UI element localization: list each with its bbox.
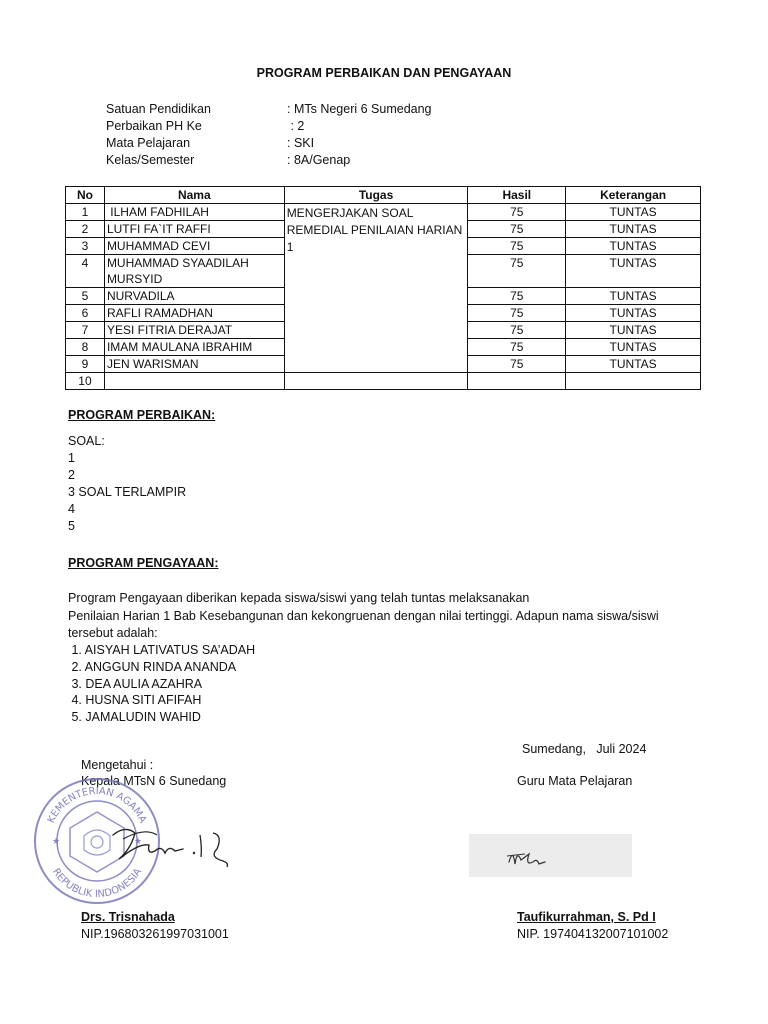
left-signatory-nip: NIP.196803261997031001 bbox=[81, 927, 229, 941]
info-value: : MTs Negeri 6 Sumedang bbox=[287, 102, 432, 116]
cell-no: 7 bbox=[66, 322, 105, 339]
right-signature-image bbox=[469, 834, 632, 877]
pengayaan-heading: PROGRAM PENGAYAAN: bbox=[68, 556, 219, 570]
student-table bbox=[65, 186, 701, 390]
cell-keterangan: TUNTAS bbox=[566, 288, 701, 305]
pengayaan-student: 5. JAMALUDIN WAHID bbox=[68, 710, 201, 724]
table-header-row bbox=[66, 187, 701, 204]
cell-keterangan bbox=[566, 373, 701, 390]
soal-item: 5 bbox=[68, 519, 75, 533]
cell-nama: MUHAMMAD CEVI bbox=[104, 238, 284, 255]
cell-no: 2 bbox=[66, 221, 105, 238]
header-nama: Nama bbox=[104, 187, 284, 204]
header-tugas: Tugas bbox=[284, 187, 468, 204]
cell-hasil: 75 bbox=[468, 221, 566, 238]
soal-item: 1 bbox=[68, 451, 75, 465]
cell-keterangan: TUNTAS bbox=[566, 238, 701, 255]
cell-nama: LUTFI FA`IT RAFFI bbox=[104, 221, 284, 238]
cell-hasil: 75 bbox=[468, 322, 566, 339]
info-label: Kelas/Semester bbox=[106, 153, 195, 167]
cell-keterangan: TUNTAS bbox=[566, 221, 701, 238]
cell-nama: ILHAM FADHILAH bbox=[104, 204, 284, 221]
info-label: Satuan Pendidikan bbox=[106, 102, 211, 116]
left-signature bbox=[105, 815, 240, 875]
cell-hasil: 75 bbox=[468, 305, 566, 322]
cell-no: 3 bbox=[66, 238, 105, 255]
soal-item: 4 bbox=[68, 502, 75, 516]
soal-item: 3 SOAL TERLAMPIR bbox=[68, 485, 187, 499]
info-label: Perbaikan PH Ke bbox=[106, 119, 202, 133]
svg-text:★: ★ bbox=[52, 836, 61, 846]
cell-keterangan: TUNTAS bbox=[566, 255, 701, 288]
pengayaan-student: 3. DEA AULIA AZAHRA bbox=[68, 677, 203, 691]
cell-hasil: 75 bbox=[468, 356, 566, 373]
place-date: Sumedang, Juli 2024 bbox=[522, 742, 647, 756]
mengetahui-label: Mengetahui : bbox=[81, 758, 154, 772]
cell-no: 4 bbox=[66, 255, 105, 288]
cell-no: 8 bbox=[66, 339, 105, 356]
info-value: : SKI bbox=[287, 136, 315, 150]
svg-text:KEMENTERIAN AGAMA: KEMENTERIAN AGAMA bbox=[45, 785, 149, 825]
cell-nama bbox=[104, 373, 284, 390]
cell-tugas bbox=[284, 373, 468, 390]
cell-nama: JEN WARISMAN bbox=[104, 356, 284, 373]
document-title: PROGRAM PERBAIKAN DAN PENGAYAAN bbox=[256, 66, 512, 80]
cell-hasil: 75 bbox=[468, 288, 566, 305]
cell-no: 1 bbox=[66, 204, 105, 221]
cell-no: 6 bbox=[66, 305, 105, 322]
cell-no: 10 bbox=[66, 373, 105, 390]
perbaikan-heading: PROGRAM PERBAIKAN: bbox=[68, 408, 216, 422]
table-row bbox=[66, 204, 701, 221]
cell-keterangan: TUNTAS bbox=[566, 204, 701, 221]
cell-nama: IMAM MAULANA IBRAHIM bbox=[104, 339, 284, 356]
left-role: Kepala MTsN 6 Sunedang bbox=[81, 774, 227, 788]
pengayaan-student: 4. HUSNA SITI AFIFAH bbox=[68, 693, 202, 707]
cell-hasil: 75 bbox=[468, 204, 566, 221]
cell-nama: RAFLI RAMADHAN bbox=[104, 305, 284, 322]
cell-keterangan: TUNTAS bbox=[566, 322, 701, 339]
cell-nama: MUHAMMAD SYAADILAH MURSYID bbox=[104, 255, 284, 288]
right-signatory-nip: NIP. 197404132007101002 bbox=[517, 927, 669, 941]
cell-nama: YESI FITRIA DERAJAT bbox=[104, 322, 284, 339]
header-hasil: Hasil bbox=[468, 187, 566, 204]
cell-tugas: MENGERJAKAN SOAL REMEDIAL PENILAIAN HARIAN 1 bbox=[284, 204, 468, 373]
cell-hasil: 75 bbox=[468, 339, 566, 356]
info-value: : 2 bbox=[287, 119, 305, 133]
cell-nama: NURVADILA bbox=[104, 288, 284, 305]
svg-text:REPUBLIK INDONESIA: REPUBLIK INDONESIA bbox=[49, 866, 145, 901]
soal-label: SOAL: bbox=[68, 434, 105, 448]
cell-hasil: 75 bbox=[468, 255, 566, 288]
info-label: Mata Pelajaran bbox=[106, 136, 191, 150]
cell-no: 9 bbox=[66, 356, 105, 373]
cell-hasil: 75 bbox=[468, 238, 566, 255]
cell-keterangan: TUNTAS bbox=[566, 356, 701, 373]
pengayaan-paragraph-line: tersebut adalah: bbox=[68, 626, 158, 640]
left-signatory-name: Drs. Trisnahada bbox=[81, 910, 175, 924]
right-signature bbox=[499, 840, 559, 874]
header-no: No bbox=[66, 187, 105, 204]
pengayaan-paragraph-line: Penilaian Harian 1 Bab Kesebangunan dan kekongruenan dengan nilai tertinggi. Adapun nama siswa/siswi bbox=[68, 609, 659, 623]
pengayaan-student: 2. ANGGUN RINDA ANANDA bbox=[68, 660, 237, 674]
right-role: Guru Mata Pelajaran bbox=[517, 774, 633, 788]
right-signatory-name: Taufikurrahman, S. Pd I bbox=[517, 910, 656, 924]
cell-no: 5 bbox=[66, 288, 105, 305]
pengayaan-paragraph-line: Program Pengayaan diberikan kepada siswa/siswi yang telah tuntas melaksanakan bbox=[68, 591, 530, 605]
cell-hasil bbox=[468, 373, 566, 390]
info-value: : 8A/Genap bbox=[287, 153, 351, 167]
table-row bbox=[66, 373, 701, 390]
svg-text:★: ★ bbox=[134, 836, 143, 846]
soal-item: 2 bbox=[68, 468, 75, 482]
cell-keterangan: TUNTAS bbox=[566, 305, 701, 322]
header-keterangan: Keterangan bbox=[566, 187, 701, 204]
pengayaan-student: 1. AISYAH LATIVATUS SA’ADAH bbox=[68, 643, 256, 657]
cell-keterangan: TUNTAS bbox=[566, 339, 701, 356]
